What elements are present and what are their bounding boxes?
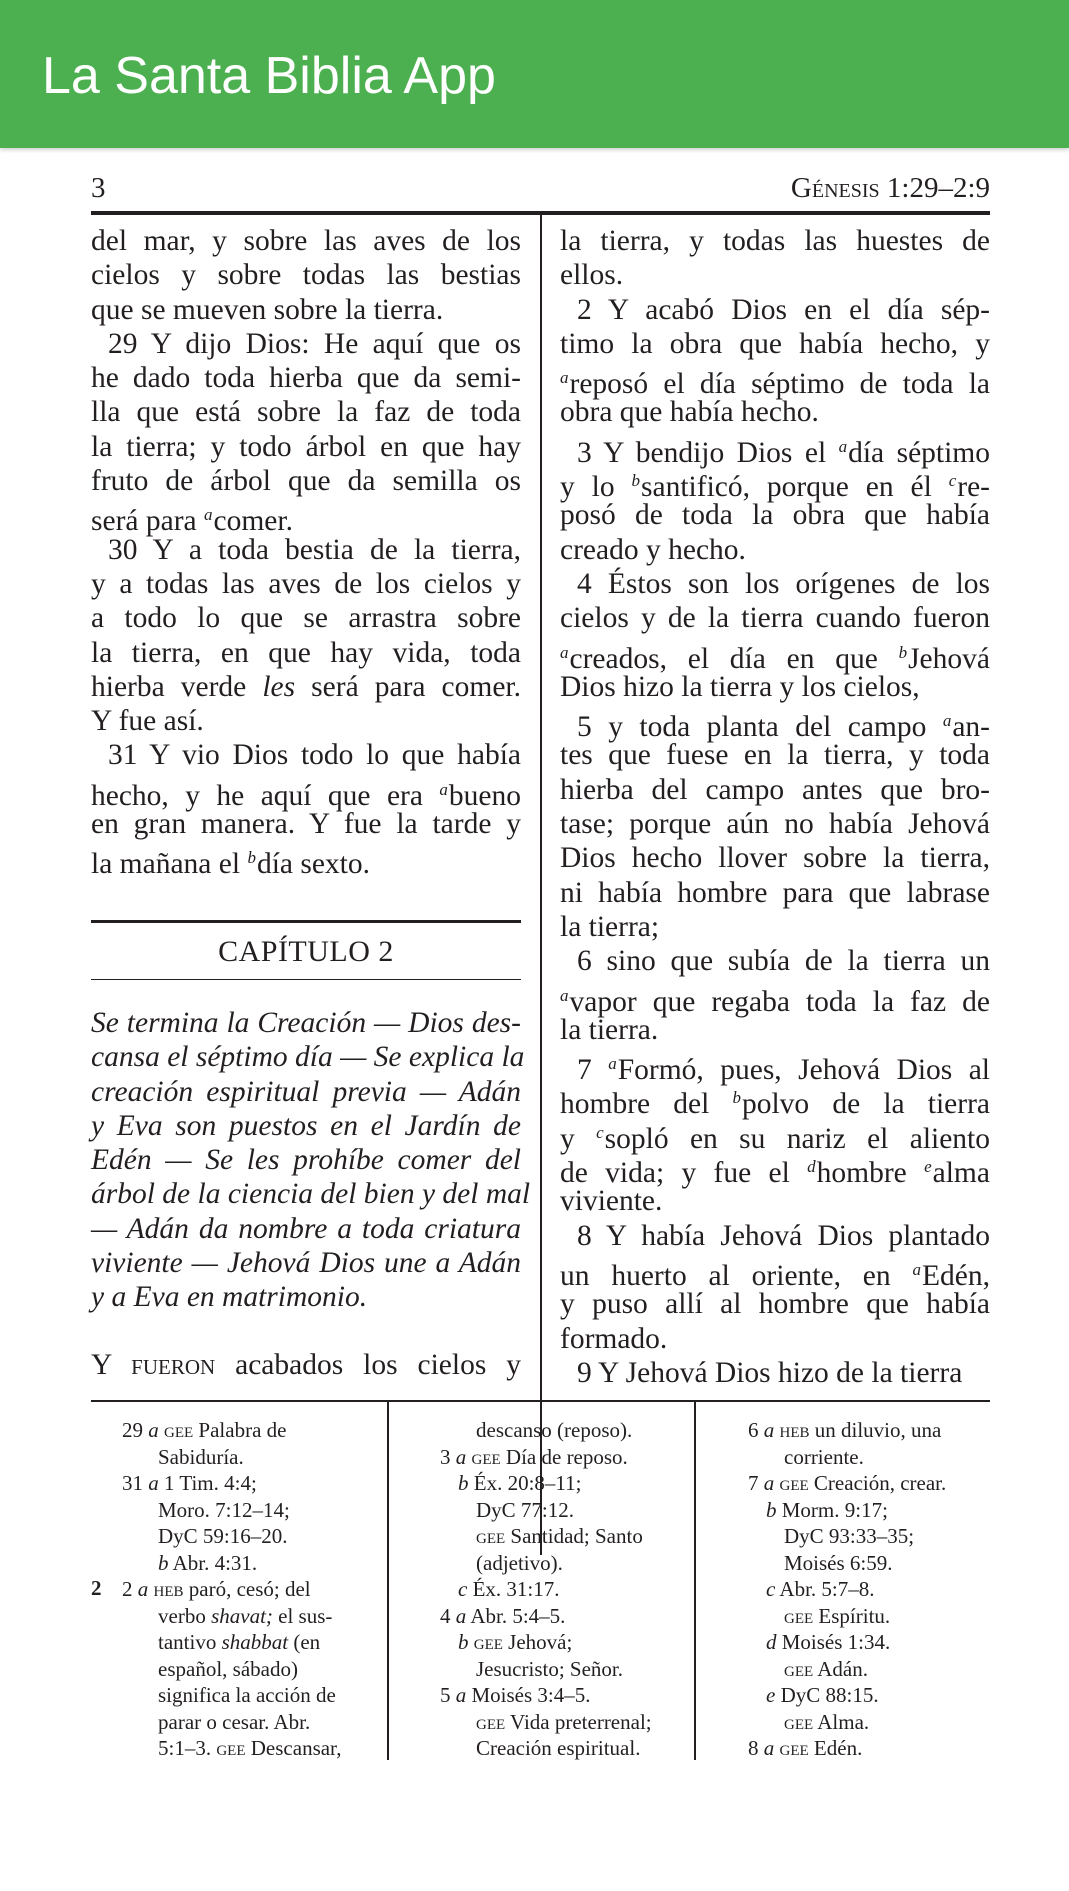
right-column-line — [560, 1150, 990, 1190]
footnote-text: paró, cesó; del — [183, 1577, 311, 1601]
footnote-text: Abr. 4:31. — [168, 1550, 258, 1575]
footnote-marker: c — [948, 471, 957, 491]
right-column-line — [560, 807, 990, 841]
verse-text: polvo de la tierra — [741, 1088, 990, 1121]
verse-text: hombre del — [560, 1088, 733, 1121]
verse-text: y lo — [560, 471, 632, 504]
app-title: La Santa Biblia App — [42, 47, 496, 105]
footnote-key: a — [455, 1603, 467, 1628]
book-reference: Génesis 1:29–2:9 — [790, 172, 990, 204]
right-column-line — [560, 670, 990, 704]
footnote-entry[interactable] — [748, 1682, 946, 1709]
guide-label: gee — [784, 1603, 814, 1628]
footnote-text: tantivo — [158, 1630, 222, 1654]
footnote-verse-number: 7 — [748, 1471, 764, 1495]
left-column-line — [91, 738, 521, 772]
verse-text: hecho, y he aquí que era — [91, 779, 440, 812]
footnote-italic: shavat; — [211, 1603, 273, 1628]
chapter-rule-top — [91, 920, 521, 923]
footnote-marker: a — [912, 1259, 921, 1279]
chapter-rule-bottom — [91, 979, 521, 981]
footnote-entry[interactable] — [440, 1603, 652, 1630]
footnote-entry[interactable] — [122, 1709, 341, 1736]
right-column-line — [560, 293, 990, 327]
footnote-text: Espíritu. — [813, 1603, 891, 1628]
verse-text: viviente. — [560, 1185, 663, 1218]
footnote-text: Moro. 7:12–14; — [158, 1497, 290, 1522]
footnote-text: (en — [288, 1630, 321, 1654]
right-column-line — [560, 430, 991, 469]
right-column-line — [560, 773, 990, 807]
left-column-line — [91, 567, 521, 601]
footnote-entry[interactable] — [748, 1523, 946, 1550]
verse-text: Y fue así. — [91, 705, 204, 738]
footnote-text: Abr. 5:7–8. — [775, 1577, 875, 1601]
summary-line: y a Eva en matrimonio. — [91, 1281, 368, 1314]
footnote-entry[interactable] — [440, 1523, 652, 1550]
left-column-line — [91, 841, 521, 881]
footnote-text: DyC 93:33–35; — [784, 1524, 915, 1548]
footnote-text: Sabiduría. — [158, 1444, 244, 1469]
footnote-marker: e — [924, 1157, 932, 1177]
footnote-verse-number: 5 — [440, 1683, 456, 1707]
footnote-entry[interactable] — [440, 1682, 652, 1709]
footnote-text: Palabra de — [193, 1418, 287, 1442]
verse-text: será para — [91, 505, 205, 538]
verse-text: Edén, — [922, 1259, 990, 1292]
footnote-key: a — [455, 1683, 467, 1707]
footnote-text: Adán. — [813, 1656, 868, 1681]
footnote-marker: a — [560, 368, 569, 388]
footnote-marker: a — [560, 985, 569, 1005]
verse-text: la tierra, en que hay vida, toda — [91, 636, 521, 669]
summary-line: cansa el séptimo día — Se explica la — [91, 1041, 525, 1074]
footnotes-rule — [91, 1400, 990, 1402]
footnote-key: d — [766, 1630, 777, 1654]
footnote-entry[interactable] — [122, 1497, 341, 1524]
verse-text: que se mueven sobre la tierra. — [91, 293, 444, 326]
footnote-verse-number: 6 — [748, 1418, 764, 1442]
footnote-entry[interactable] — [122, 1656, 341, 1683]
footnote-key: a — [148, 1418, 159, 1442]
footnote-entry[interactable] — [440, 1444, 652, 1471]
chapter-heading-block — [91, 920, 521, 980]
footnote-text: Moisés 3:4–5. — [466, 1683, 591, 1707]
guide-label: gee — [158, 1418, 194, 1442]
left-column-line — [91, 601, 521, 635]
footnote-entry[interactable] — [122, 1629, 341, 1656]
footnote-key: a — [763, 1471, 775, 1495]
right-column-line — [560, 1287, 990, 1321]
footnote-text: Santidad; Santo — [505, 1524, 643, 1548]
right-column-line — [560, 1253, 990, 1292]
right-column-line — [560, 327, 990, 361]
verse-text: cielos y de la tierra cuando fueron — [560, 602, 990, 635]
right-column-line — [560, 1081, 990, 1121]
footnote-entry[interactable] — [440, 1576, 652, 1603]
footnote-marker: b — [631, 471, 641, 491]
footnote-key: b — [158, 1550, 169, 1575]
verse-text: en gran manera. Y fue la tarde y — [91, 808, 521, 841]
verse-text: obra que había hecho. — [560, 396, 819, 429]
verse-text: de vida; y fue el — [560, 1157, 808, 1190]
footnotes-divider-2 — [694, 1400, 696, 1760]
right-column-line — [560, 1047, 991, 1087]
left-column-line — [91, 636, 521, 670]
verse-text: 9 Y Jehová Dios hizo de la tierra — [577, 1356, 963, 1389]
verse-text: 8 Y había Jehová Dios plantado — [577, 1219, 990, 1252]
right-column-line — [560, 1184, 990, 1218]
right-column-line — [560, 841, 990, 875]
footnote-text: Creación, crear. — [808, 1471, 947, 1495]
verse-text: día sexto. — [256, 848, 370, 881]
footnote-entry[interactable] — [748, 1497, 946, 1524]
left-text-column — [91, 224, 521, 881]
left-column-line — [91, 395, 521, 429]
footnote-text: Descansar, — [245, 1736, 342, 1760]
guide-label: gee — [774, 1471, 809, 1495]
left-column-line — [91, 293, 521, 327]
footnote-text: Alma. — [813, 1709, 870, 1734]
verse-text: hierba verde — [91, 670, 263, 703]
verse-text: la mañana el — [91, 848, 248, 881]
footnote-text: DyC 59:16–20. — [158, 1524, 288, 1548]
footnote-entry[interactable] — [748, 1656, 946, 1683]
italic-word: les — [262, 670, 296, 703]
footnote-key: b — [766, 1497, 777, 1522]
verse-text: 29 Y dijo Dios: He aquí que os — [108, 327, 521, 360]
guide-label: gee — [784, 1709, 814, 1734]
verse-text: lla que está sobre la faz de toda — [91, 396, 521, 429]
left-column-line — [91, 807, 521, 841]
verse-text: 31 Y vio Dios todo lo que había — [108, 739, 521, 772]
left-column-line — [91, 430, 521, 464]
footnote-key: c — [766, 1577, 776, 1601]
footnote-key: b — [458, 1630, 469, 1654]
verse-text: alma — [932, 1157, 990, 1190]
footnote-entry[interactable] — [122, 1603, 341, 1630]
right-column-line — [560, 1356, 990, 1390]
footnote-verse-number: 3 — [440, 1444, 456, 1469]
footnote-text: (adjetivo). — [476, 1550, 563, 1575]
verse-text: la tierra; — [560, 910, 660, 943]
footnote-entry[interactable] — [122, 1735, 341, 1762]
footnote-marker: a — [204, 505, 213, 525]
right-column-line — [560, 567, 990, 601]
verse-text: 7 — [577, 1054, 609, 1087]
summary-line: viviente — Jehová Dios une a Adán — [91, 1247, 521, 1280]
footnote-text: Jehová; — [502, 1630, 573, 1654]
footnote-entry[interactable] — [440, 1629, 652, 1656]
footnote-marker: a — [942, 711, 952, 731]
guide-label: gee — [216, 1736, 246, 1760]
verse-text: del mar, y sobre las aves de los — [91, 225, 521, 257]
footnote-text: el sus- — [272, 1603, 333, 1628]
right-column-line — [560, 944, 990, 978]
verse-text: hombre — [816, 1157, 925, 1190]
footnote-entry[interactable] — [748, 1444, 946, 1471]
guide-label: heb — [148, 1577, 184, 1601]
guide-label: heb — [774, 1418, 810, 1442]
right-column-line — [560, 1116, 991, 1155]
footnote-verse-number: 2 — [122, 1577, 138, 1601]
footnote-marker: d — [807, 1157, 816, 1177]
footnote-entry[interactable] — [122, 1444, 341, 1471]
footnote-entry[interactable] — [440, 1497, 652, 1524]
footnote-entry[interactable] — [122, 1417, 341, 1444]
summary-line: Se termina la Creación — Dios des- — [91, 1007, 521, 1039]
summary-line: creación espiritual previa — Adán — [91, 1075, 521, 1108]
footnote-marker: a — [560, 642, 569, 662]
footnote-text: significa la acción de — [158, 1683, 336, 1707]
right-column-line — [560, 1322, 990, 1356]
verse-text: formado. — [560, 1322, 668, 1355]
left-column-line — [91, 464, 521, 498]
right-column-line — [560, 636, 990, 675]
footnote-text: Vida preterrenal; — [505, 1709, 652, 1734]
verse-text: a todo lo que se arrastra sobre — [91, 602, 521, 635]
footnote-text: Éx. 20:8–11; — [468, 1471, 582, 1495]
footnote-key: b — [458, 1471, 469, 1495]
guide-label: gee — [774, 1736, 809, 1760]
footnote-text: Éx. 31:17. — [467, 1577, 560, 1601]
footnote-text: un diluvio, una — [809, 1418, 942, 1442]
summary-line: y Eva son puestos en el Jardín de — [91, 1109, 521, 1142]
verse-text: an- — [952, 711, 990, 744]
footnote-entry[interactable] — [440, 1735, 652, 1762]
footnote-text: DyC 88:15. — [775, 1683, 879, 1707]
footnote-text: DyC 77:12. — [476, 1497, 575, 1522]
right-column-line — [560, 910, 990, 944]
verse-text: Formó, pues, Jehová Dios al — [617, 1054, 991, 1087]
chapter-heading: CAPÍTULO 2 — [218, 934, 394, 968]
footnote-marker: b — [247, 848, 256, 868]
footnote-entry[interactable] — [748, 1629, 946, 1656]
right-text-column — [560, 224, 990, 1390]
footnote-entry[interactable] — [748, 1735, 946, 1762]
right-column-line — [560, 979, 990, 1018]
verse-text: comer. — [213, 505, 293, 538]
footnote-text: verbo — [158, 1603, 212, 1628]
right-column-line — [560, 738, 990, 772]
verse-text: 5 y toda planta del campo — [577, 711, 943, 744]
footnote-entry[interactable] — [748, 1470, 946, 1497]
guide-label: gee — [476, 1709, 506, 1734]
verse-text: un huerto al oriente, en — [560, 1259, 913, 1292]
summary-line: — Adán da nombre a toda criatura — [91, 1212, 521, 1245]
column-divider — [540, 215, 542, 1555]
footnote-text: Creación espiritual. — [476, 1736, 641, 1760]
footnote-marker: b — [732, 1088, 741, 1108]
verse-text: reposó el día séptimo de toda la — [569, 368, 990, 401]
verse-text: creados, el día en que — [569, 642, 899, 675]
verse-1-rest: acabados los cielos y — [215, 1349, 521, 1381]
summary-line: árbol de la ciencia del bien y del mal — [91, 1178, 531, 1211]
verse-initial: Y — [91, 1349, 112, 1381]
verse-text: ellos. — [560, 259, 624, 292]
footnote-entry[interactable] — [440, 1470, 652, 1497]
footnote-verse-number: 29 — [122, 1418, 149, 1442]
page-number: 3 — [91, 172, 106, 204]
chapter-summary — [91, 1006, 531, 1315]
footnote-key: a — [148, 1471, 159, 1495]
footnote-text: Moisés 1:34. — [776, 1630, 891, 1654]
footnote-key: a — [137, 1577, 149, 1601]
footnote-text: Moisés 6:59. — [784, 1550, 893, 1575]
verse-text: y a todas las aves de los cielos y — [91, 567, 521, 600]
footnote-italic: shabbat — [221, 1630, 289, 1654]
verse-text: ni había hombre para que labrase — [560, 876, 990, 909]
footnote-text: Día de reposo. — [500, 1444, 628, 1469]
footnote-entry[interactable] — [440, 1550, 652, 1577]
verse-smallcaps: fueron — [131, 1349, 216, 1381]
footnote-text: corriente. — [784, 1444, 864, 1469]
right-column-line — [560, 395, 990, 429]
verse-text: 4 Éstos son los orígenes de los — [577, 567, 990, 600]
footnote-text: parar o cesar. Abr. — [158, 1709, 311, 1734]
right-column-line — [560, 464, 990, 504]
footnote-text: 1 Tim. 4:4; — [158, 1471, 257, 1495]
verse-text: tes que fuese en la tierra, y toda — [560, 739, 990, 772]
left-column-line — [91, 498, 521, 538]
right-column-line — [560, 498, 990, 532]
verse-1-line — [91, 1349, 521, 1383]
footnote-entry[interactable] — [122, 1550, 341, 1577]
verse-text: y — [560, 1122, 597, 1155]
footnote-marker: a — [608, 1054, 617, 1074]
app-bar — [0, 0, 1069, 148]
verse-text: y puso allí al hombre que había — [560, 1288, 990, 1321]
right-column-line — [560, 224, 990, 258]
verse-text: día séptimo — [848, 436, 991, 469]
footnote-chapter-number: 2 — [91, 1576, 102, 1600]
verse-text: fruto de árbol que da semilla os — [91, 465, 521, 498]
verse-text: sopló en su nariz el aliento — [604, 1122, 991, 1155]
left-column-line — [91, 258, 521, 292]
footnotes-divider-1 — [387, 1400, 389, 1760]
left-column-line — [91, 704, 521, 738]
footnote-entry[interactable] — [748, 1550, 946, 1577]
footnote-marker: a — [439, 779, 448, 799]
footnote-text: Edén. — [808, 1736, 863, 1760]
left-column-line — [91, 670, 521, 704]
footnote-entry[interactable] — [122, 1682, 341, 1709]
guide-label: gee — [784, 1656, 814, 1681]
verse-text: 2 Y acabó Dios en el día sép- — [577, 293, 990, 326]
footnotes-column-1 — [122, 1417, 341, 1762]
verse-text: santificó, porque en él — [641, 471, 949, 504]
verse-text: será para comer. — [295, 670, 521, 703]
verse-text: Jehová — [908, 642, 990, 675]
guide-label: gee — [468, 1630, 503, 1654]
verse-text: la tierra, y todas las huestes de — [560, 225, 990, 257]
verse-text: timo la obra que había hecho, y — [560, 327, 990, 360]
footnote-entry[interactable] — [440, 1656, 652, 1683]
verse-text: 30 Y a toda bestia de la tierra, — [108, 533, 521, 566]
footnote-text: Jesucristo; Señor. — [476, 1656, 623, 1681]
verse-text: re- — [957, 471, 990, 504]
verse-text: hierba del campo antes que bro- — [560, 773, 990, 806]
footnote-entry[interactable] — [440, 1417, 652, 1444]
footnote-entry[interactable] — [122, 1576, 341, 1603]
guide-label: gee — [466, 1444, 501, 1469]
left-column-line — [91, 773, 521, 812]
footnotes-column-3 — [748, 1417, 946, 1762]
footnote-marker: c — [596, 1122, 604, 1142]
right-column-line — [560, 876, 990, 910]
verse-text: tase; porque aún no había Jehová — [560, 808, 990, 841]
left-column-line — [91, 361, 521, 395]
footnote-key: a — [763, 1418, 775, 1442]
footnote-text: 5:1–3. — [158, 1736, 217, 1760]
verse-text: la tierra; y todo árbol en que hay — [91, 430, 521, 463]
verse-text: 6 sino que subía de la tierra un — [577, 945, 990, 978]
footnote-text: Morm. 9:17; — [776, 1497, 888, 1522]
footnote-entry[interactable] — [748, 1417, 946, 1444]
verse-text: Dios hecho llover sobre la tierra, — [560, 842, 990, 875]
footnote-text: español, sábado) — [158, 1656, 298, 1681]
left-column-line — [91, 533, 521, 567]
footnote-key: a — [455, 1444, 467, 1469]
verse-text: he dado toda hierba que da semi- — [91, 362, 521, 395]
right-column-line — [560, 704, 990, 744]
left-column-line — [91, 327, 521, 361]
right-column-line — [560, 1219, 990, 1253]
footnote-entry[interactable] — [748, 1709, 946, 1736]
footnote-entry[interactable] — [122, 1523, 341, 1550]
footnote-entry[interactable] — [122, 1470, 341, 1497]
verse-text: bueno — [448, 779, 521, 812]
footnotes-column-2 — [440, 1417, 652, 1762]
footnote-entry[interactable] — [748, 1576, 946, 1603]
summary-line: Edén — Se les prohíbe comer del — [91, 1144, 521, 1177]
footnote-text: Abr. 5:4–5. — [466, 1603, 566, 1628]
footnote-key: a — [763, 1736, 775, 1760]
running-head — [91, 168, 990, 212]
right-column-line — [560, 361, 990, 401]
right-column-line — [560, 601, 990, 635]
verse-text: posó de toda la obra que había — [560, 499, 990, 532]
left-column-line — [91, 224, 521, 258]
footnote-entry[interactable] — [748, 1603, 946, 1630]
footnote-entry[interactable] — [440, 1709, 652, 1736]
verse-text: la tierra. — [560, 1013, 659, 1046]
verse-text: Dios hizo la tierra y los cielos, — [560, 670, 920, 703]
verse-text: 3 Y bendijo Dios el — [577, 436, 839, 469]
footnote-marker: b — [898, 642, 908, 662]
footnote-verse-number: 4 — [440, 1603, 456, 1628]
footnote-key: e — [766, 1683, 776, 1707]
footnote-text: descanso (reposo). — [476, 1418, 633, 1442]
right-column-line — [560, 258, 990, 292]
footnote-key: c — [458, 1577, 468, 1601]
footnote-verse-number: 31 — [122, 1471, 149, 1495]
guide-label: gee — [476, 1524, 506, 1548]
right-column-line — [560, 533, 990, 567]
verse-text: creado y hecho. — [560, 533, 746, 566]
footnote-verse-number: 8 — [748, 1736, 764, 1760]
verse-text: vapor que regaba toda la faz de — [569, 985, 990, 1018]
footnote-marker: a — [838, 436, 848, 456]
verse-text: cielos y sobre todas las bestias — [91, 259, 521, 292]
